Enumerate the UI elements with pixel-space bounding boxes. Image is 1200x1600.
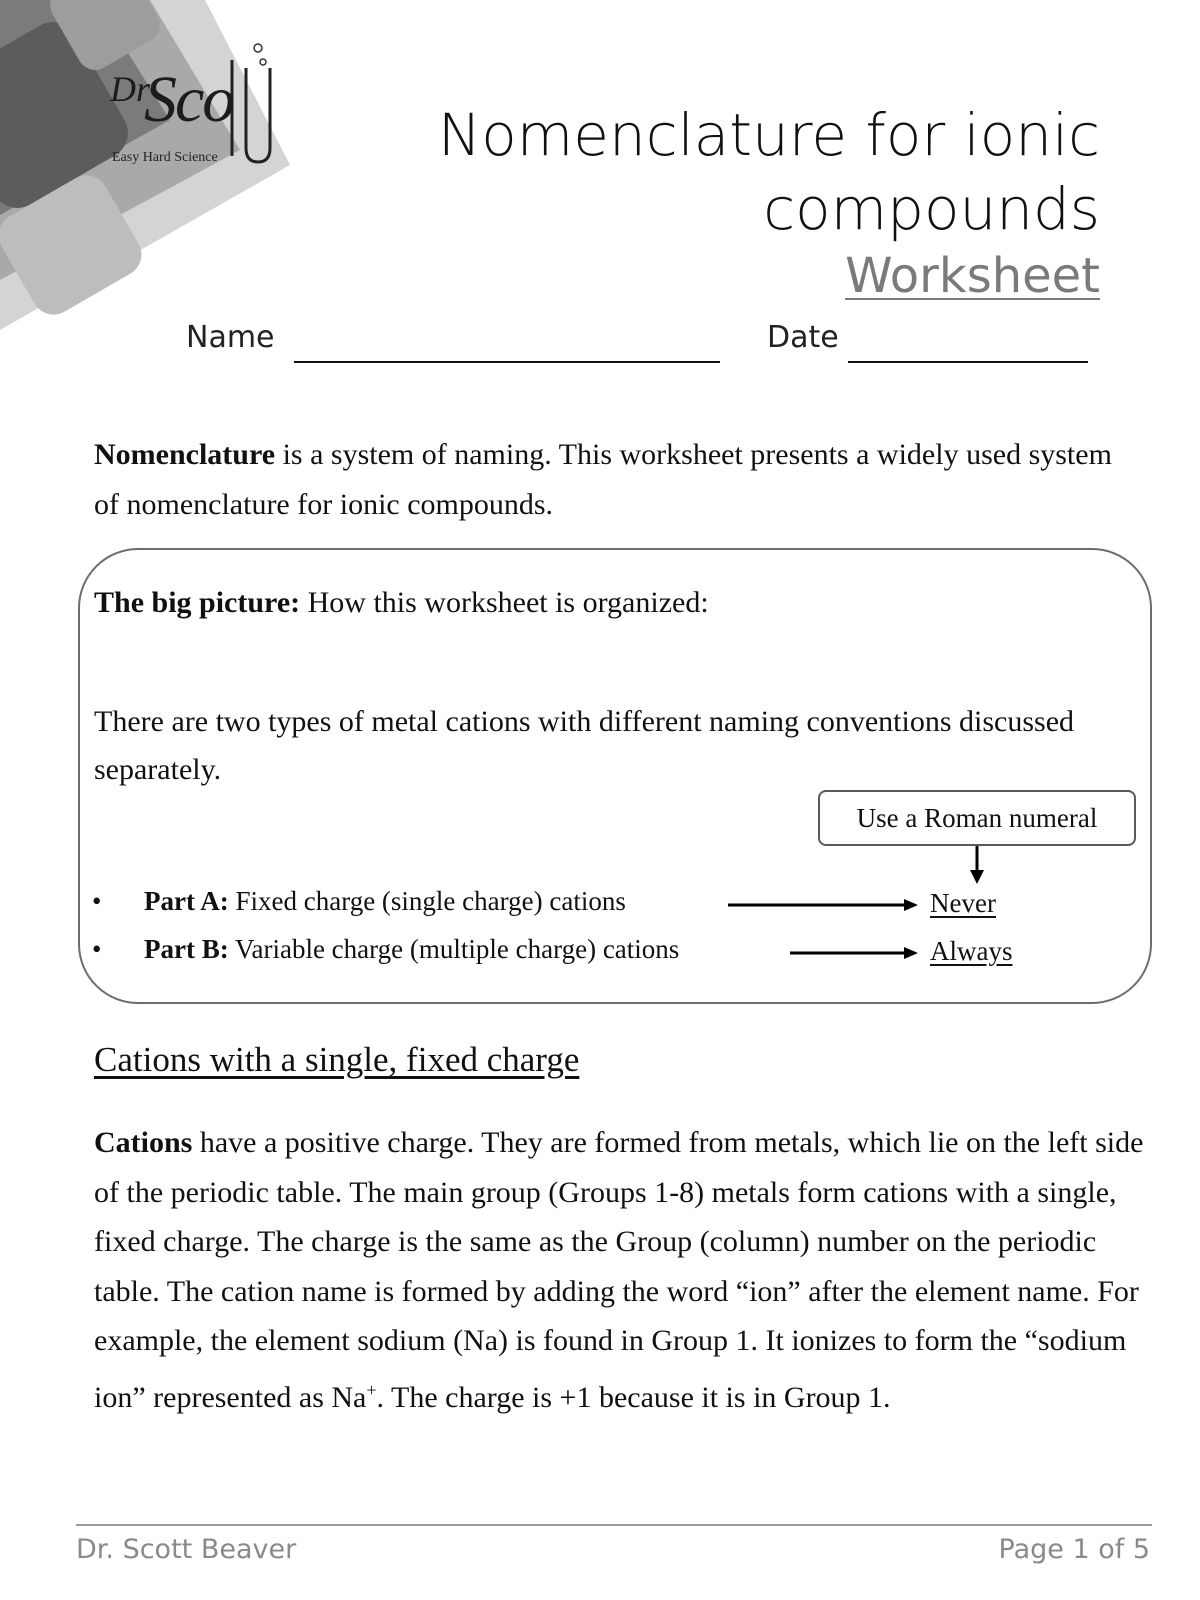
cations-term: Cations xyxy=(94,1126,193,1159)
section-heading: Cations with a single, fixed charge xyxy=(94,1040,580,1079)
part-b-text: Variable charge (multiple charge) cations xyxy=(228,934,680,964)
logo-wordmark: Sco xyxy=(144,63,234,136)
part-a-answer: Never xyxy=(930,888,996,918)
bullet: • xyxy=(92,886,102,916)
footer-page-number: Page 1 of 5 xyxy=(998,1534,1150,1565)
superscript-plus: + xyxy=(366,1379,377,1400)
logo-mark: Dr xyxy=(110,69,151,109)
footer-divider xyxy=(76,1524,1152,1526)
name-label: Name xyxy=(186,320,275,355)
right-arrow-icon xyxy=(728,899,918,911)
intro-term: Nomenclature xyxy=(94,438,276,471)
part-b-answer: Always xyxy=(930,936,1013,966)
page-title: Nomenclature for ionic compounds xyxy=(437,101,1100,243)
bullet: • xyxy=(92,934,102,964)
section-paragraph xyxy=(94,1118,1144,1422)
footer-author: Dr. Scott Beaver xyxy=(76,1534,297,1565)
roman-numeral-callout: Use a Roman numeral xyxy=(818,790,1136,846)
date-label: Date xyxy=(767,320,839,355)
part-b-label: Part B: xyxy=(144,934,229,964)
paragraph-text-2: . The charge is +1 because it is in Group 1. xyxy=(376,1380,891,1414)
part-b-item xyxy=(92,934,679,965)
big-picture-body: There are two types of metal cations with different naming conventions discussed separately. xyxy=(94,705,1075,786)
part-a-text: Fixed charge (single charge) cations xyxy=(228,886,626,916)
big-picture-heading-text: How this worksheet is organized: xyxy=(300,586,709,619)
big-picture-heading-bold: The big picture: xyxy=(94,586,301,619)
intro-text: is a system of naming. This worksheet presents a widely used system of nomenclature for ionic compounds. xyxy=(94,438,1112,521)
page-subtitle: Worksheet xyxy=(845,248,1100,304)
paragraph-text-1: have a positive charge. They are formed from metals, which lie on the left side of the periodic table. The main group (Groups 1-8) metals form cations with a single, fixed charge. The charge is the same as the Group (column) number on the periodic table. The cation name is formed by adding the word “ion” after the element name. For example, the element sodium (Na) is found in Group 1. It ionizes to form the “sodium ion” represented as Na xyxy=(94,1126,1144,1414)
down-arrow-icon xyxy=(970,846,984,884)
part-a-label: Part A: xyxy=(144,886,229,916)
right-arrow-icon xyxy=(790,947,918,959)
logo-tagline: Easy Hard Science xyxy=(112,150,218,165)
part-a-item xyxy=(92,886,626,917)
